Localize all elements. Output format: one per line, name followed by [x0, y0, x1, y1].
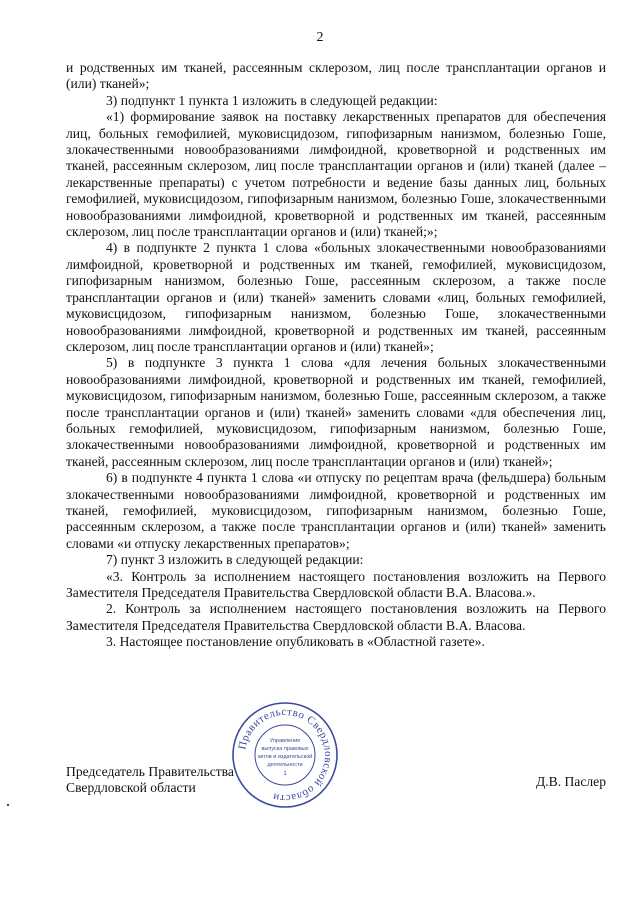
seal-ring-text: Правительство Свердловской области: [236, 705, 335, 805]
seal-graphic: [230, 700, 340, 810]
document-body: [66, 60, 606, 651]
seal-inner-line-4: деятельности: [267, 762, 303, 768]
seal-inner-number: 1: [283, 771, 287, 777]
margin-mark: [7, 804, 9, 806]
seal-inner-line-2: выпуска правовых: [261, 746, 309, 752]
paragraph-item-6: 6) в подпункте 4 пункта 1 слова «и отпуску по рецептам врача (фельдшера) больным злокачественными новообразованиями лимфоидной, кроветворной и родственных им тканей, гемофилией, муковисцидозом, гипофизарным нанизмом, болезнью Гоше, рассеянным склерозом, а также после трансплантации органов и (или) тканей» заменить словами «и отпуску лекарственных препаратов»;: [66, 470, 606, 551]
official-seal: [230, 700, 340, 810]
paragraph-clause-3: 3. Настоящее постановление опубликовать в «Областной газете».: [106, 634, 485, 650]
seal-inner-line-3: актов и издательской: [257, 754, 313, 760]
seal-inner-line-1: Управление: [269, 738, 301, 744]
signatory-title: [66, 764, 234, 797]
signatory-title-line-2: Свердловской области: [66, 780, 196, 796]
paragraph-item-3-text: «1) формирование заявок на поставку лекарственных препаратов для обеспечения лиц, больных гемофилией, муковисцидозом, гипофизарным нанизмом, болезнью Гоше, злокачественными новообразованиями лимфоидной, кроветворной и родственных им тканей, рассеянным склерозом, лиц после трансплантации органов и (или) тканей (далее – лекарственные препараты) с учетом потребности и ведение базы данных лиц, больных гемофилией, муковисцидозом, гипофизарным нанизмом, болезнью Гоше, злокачественными новообразованиями лимфоидной, кроветворной и родственных им тканей, рассеянным склерозом, лиц после трансплантации органов и (или) тканей;»;: [66, 109, 606, 240]
paragraph-item-5: 5) в подпункте 3 пункта 1 слова «для лечения больных злокачественными новообразованиями лимфоидной, кроветворной и родственных им тканей, гемофилией, муковисцидозом, гипофизарным нанизмом, болезнью Гоше, рассеянным склерозом, а также после трансплантации органов и (или) тканей» заменить словами «для обеспечения лиц, больных гемофилией, муковисцидозом, гипофизарным нанизмом, болезнью Гоше, злокачественными новообразованиями лимфоидной, кроветворной и родственных им тканей, рассеянным склерозом, лиц после трансплантации органов и (или) тканей»;: [66, 355, 606, 469]
paragraph-continuation: и родственных им тканей, рассеянным склерозом, лиц после трансплантации органов и (или) тканей»;: [66, 60, 606, 92]
paragraph-clause-2: 2. Контроль за исполнением настоящего постановления возложить на Первого Заместителя Председателя Правительства Свердловской области В.А. Власова.: [66, 601, 606, 633]
paragraph-item-3: 3) подпункт 1 пункта 1 изложить в следующей редакции:: [106, 92, 438, 108]
paragraph-item-7-text: «3. Контроль за исполнением настоящего постановления возложить на Первого Заместителя Председателя Правительства Свердловской области В.А. Власова.».: [66, 568, 606, 600]
paragraph-item-4: 4) в подпункте 2 пункта 1 слова «больных злокачественными новообразованиями лимфоидной, кроветворной и родственных им тканей, гемофилией, муковисцидозом, гипофизарным нанизмом, болезнью Гоше, рассеянным склерозом, а также после трансплантации органов и (или) тканей» заменить словами «лиц, больных гемофилией, муковисцидозом, гипофизарным нанизмом, болезнью Гоше, злокачественными новообразованиями лимфоидной, кроветворной и родственных им тканей, рассеянным склерозом, лиц после трансплантации органов и (или) тканей»;: [66, 240, 606, 354]
page-number: 2: [316, 30, 324, 45]
signatory-name: Д.В. Паслер: [535, 774, 606, 789]
signatory-title-line-1: Председатель Правительства: [66, 764, 234, 779]
paragraph-item-7: 7) пункт 3 изложить в следующей редакции:: [106, 552, 364, 568]
